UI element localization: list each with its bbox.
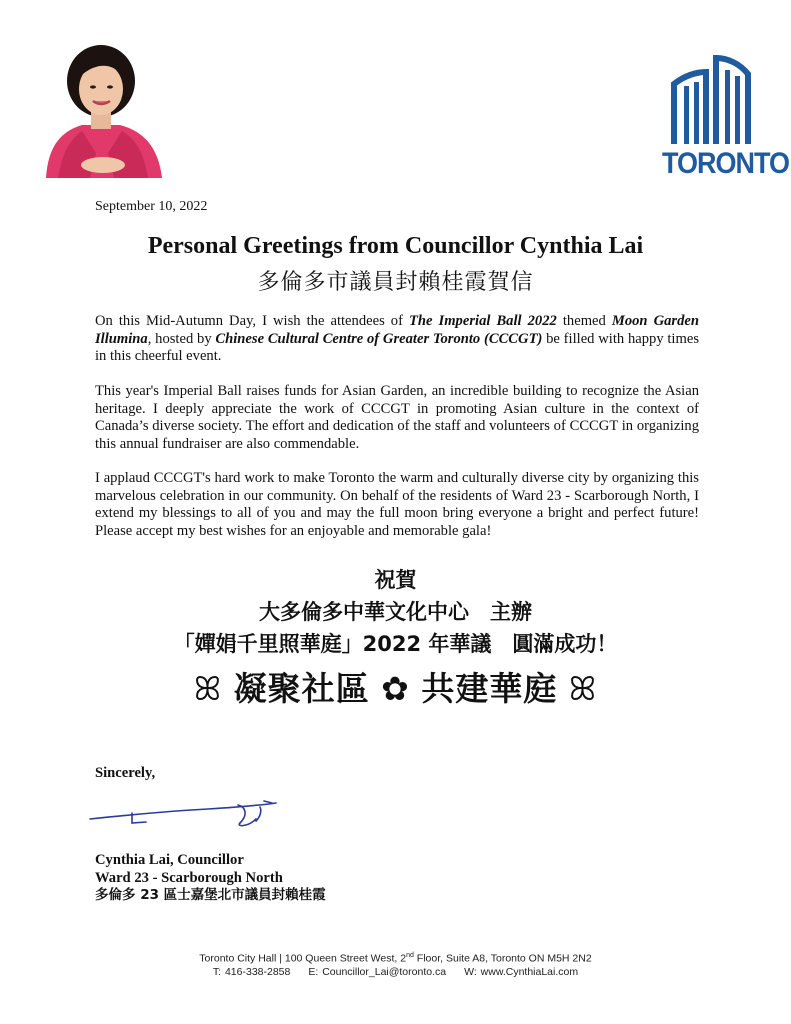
footer-email[interactable]: E: Councillor_Lai@toronto.ca [308, 966, 447, 978]
p1-text: , hosted by [147, 330, 216, 347]
address-sup: nd [406, 952, 414, 959]
p1-text: themed [556, 313, 612, 329]
signature [88, 797, 288, 832]
slogan-part-1: 凝聚社區 [233, 669, 370, 708]
logo-text: TORONTO [662, 146, 790, 180]
signer-block [95, 852, 326, 905]
title-english: Personal Greetings from Councillor Cynthia Lai [147, 233, 644, 259]
zh-greeting-line-2: 大多倫多中華文化中心 主辦 [259, 600, 532, 624]
flower-icon: ✿ [369, 669, 422, 708]
p1-text: be filled with happy times in this cheerful event. [95, 330, 699, 364]
swirl-ornament-icon: ꕤ [193, 669, 234, 708]
footer-contact [0, 966, 791, 978]
host-organization: Chinese Cultural Centre of Greater Toronto (CCCGT) [215, 330, 543, 347]
signer-ward: Ward 23 - Scarborough North [95, 869, 283, 886]
p1-text: On this Mid-Autumn Day, I wish the attendees of [95, 313, 409, 329]
paragraph-1 [95, 313, 699, 366]
address-text: Floor, Suite A8, Toronto ON M5H 2N2 [413, 952, 592, 965]
toronto-logo [662, 52, 790, 180]
zh-slogan [0, 663, 791, 710]
title-chinese: 多倫多市議員封賴桂霞賀信 [257, 270, 534, 295]
paragraph-3: I applaud CCCGT's hard work to make Toronto the warm and culturally diverse city by organizing this marvelous celebration in our community. On behalf of the residents of Ward 23 - Scarborough North, I extend my blessings to all of you and may the full moon bring everyone a bright and perfect future! Please accept my best wishes for an enjoyable and memorable gala! [95, 470, 699, 539]
zh-greeting-line-3: 「嬋娟千里照華庭」2022 年華議 圓滿成功！ [173, 632, 618, 656]
footer-address [0, 952, 791, 965]
slogan-part-2: 共建華庭 [421, 669, 558, 708]
event-theme: Moon Garden Illumina [95, 313, 699, 347]
city-hall-icon [662, 52, 758, 148]
footer-phone: T: 416-338-2858 [212, 966, 291, 978]
councillor-photo [38, 33, 168, 178]
event-name: The Imperial Ball 2022 [408, 313, 557, 329]
zh-greeting-line-1: 祝賀 [374, 568, 417, 592]
signer-name: Cynthia Lai, Councillor [95, 852, 244, 868]
footer-website[interactable]: W: www.CynthiaLai.com [464, 966, 579, 978]
closing-salutation: Sincerely, [95, 765, 156, 781]
swirl-ornament-icon: ꕤ [557, 669, 598, 708]
paragraph-2: This year's Imperial Ball raises funds for Asian Garden, an incredible building to recognize the Asian heritage. I deeply appreciate the work of CCCGT in promoting Asian culture in the context of Canada’s diverse society. The effort and dedication of the staff and volunteers of CCCGT in organizing this annual fundraiser are also commendable. [95, 383, 699, 452]
address-text: Toronto City Hall | 100 Queen Street West, 2 [199, 952, 407, 965]
signer-chinese: 多倫多 23 區士嘉堡北市議員封賴桂霞 [95, 887, 326, 903]
letter-date: September 10, 2022 [95, 199, 208, 214]
